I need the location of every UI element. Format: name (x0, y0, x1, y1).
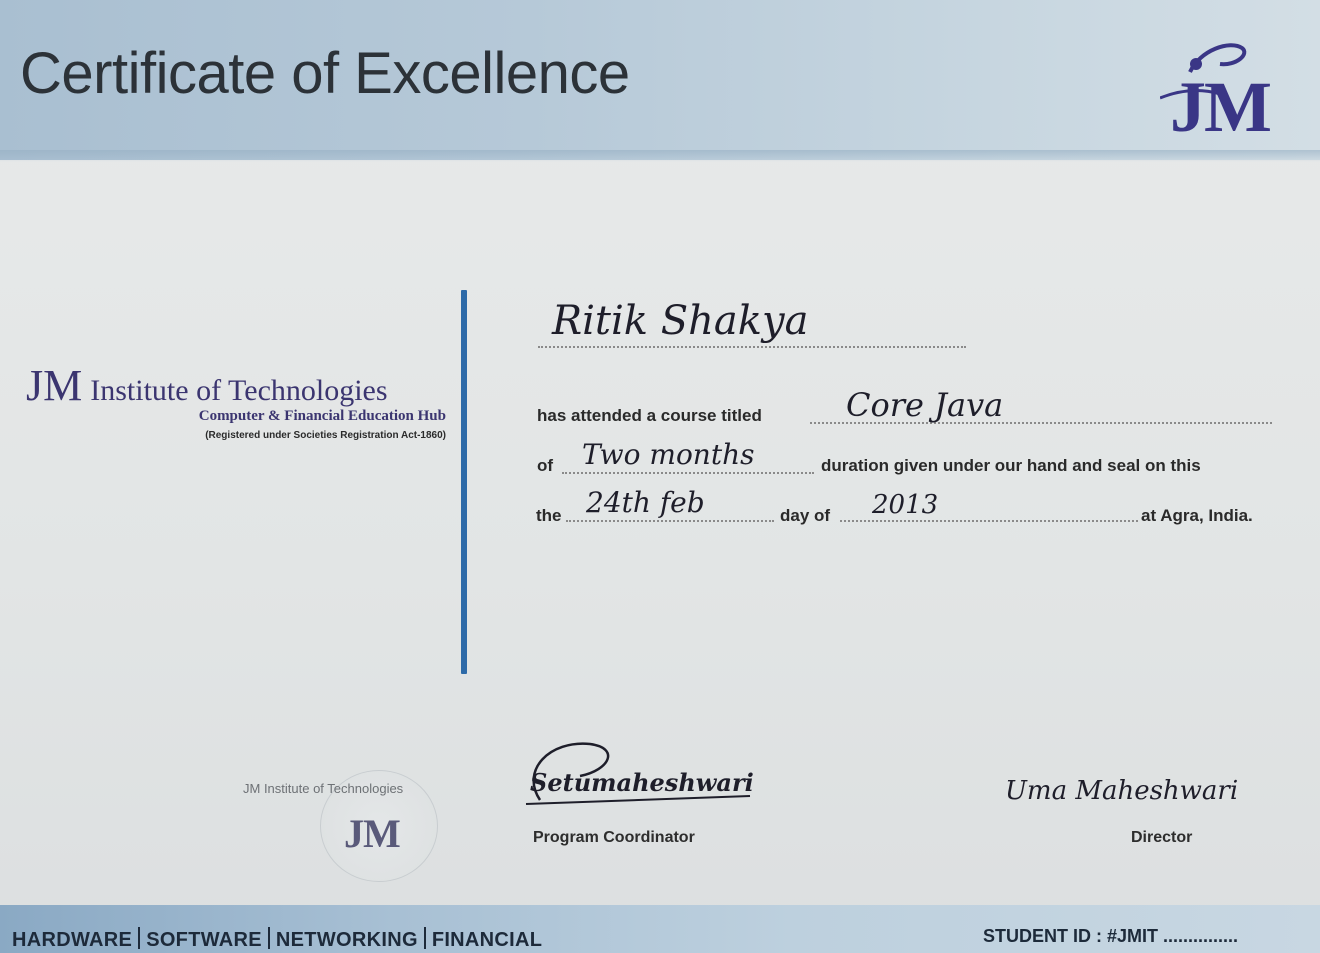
date-dotted-line (566, 520, 774, 522)
institute-registration: (Registered under Societies Registration Act-1860) (205, 430, 446, 441)
seal-caption: JM Institute of Technologies (243, 781, 404, 796)
certificate-title: Certificate of Excellence (20, 41, 630, 106)
footer-category-networking: NETWORKING (275, 929, 418, 951)
year-value: 2013 (872, 490, 939, 520)
student-id: STUDENT ID : #JMIT ............... (983, 926, 1239, 946)
duration-value: Two months (582, 438, 755, 471)
jm-logo-text: JM (1170, 67, 1270, 147)
footer-categories (12, 927, 542, 952)
seal-logo: JM (344, 811, 400, 856)
year-dotted-line (840, 520, 1138, 522)
institute-name-line (26, 360, 388, 411)
institute-short-name: JM (26, 361, 83, 410)
duration-suffix: duration given under our hand and seal on this (821, 456, 1201, 475)
coordinator-signature: Setumaheshwari (530, 768, 754, 797)
jm-logo (1160, 30, 1290, 147)
recipient-dotted-line (538, 346, 966, 348)
vertical-divider (461, 290, 467, 674)
director-signature: Uma Maheshwari (1005, 776, 1239, 806)
recipient-name: Ritik Shakya (552, 298, 809, 344)
footer-category-financial: FINANCIAL (431, 929, 543, 951)
duration-prefix: of (537, 456, 554, 475)
date-prefix: the (536, 506, 562, 525)
institute-name: Institute of Technologies (90, 374, 388, 407)
duration-dotted-line (562, 472, 814, 474)
header-band-shadow (0, 150, 1320, 162)
location: at Agra, India. (1141, 506, 1253, 525)
course-title: Core Java (846, 386, 1004, 424)
footer-category-software: SOFTWARE (146, 929, 262, 951)
footer-category-hardware: HARDWARE (12, 929, 133, 951)
date-day: 24th feb (586, 486, 705, 519)
footer-separator (268, 927, 270, 949)
institute-subtitle: Computer & Financial Education Hub (198, 408, 446, 424)
footer-separator (138, 927, 140, 949)
director-label: Director (1131, 829, 1193, 846)
course-prefix: has attended a course titled (537, 406, 762, 425)
coordinator-label: Program Coordinator (533, 829, 695, 846)
date-mid: day of (780, 506, 831, 525)
footer-separator (424, 927, 426, 949)
